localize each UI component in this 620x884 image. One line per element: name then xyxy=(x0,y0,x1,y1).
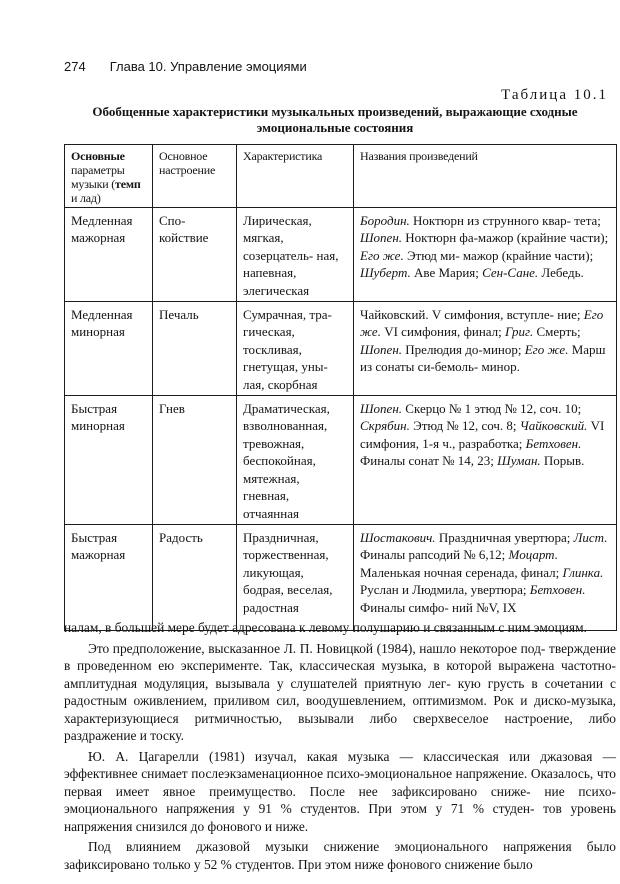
work-title: Праздничная увертюра; xyxy=(435,529,574,545)
composer-name: Бетховен. xyxy=(529,582,586,598)
work-title: Руслан и Людмила, увертюра; xyxy=(360,582,530,598)
work-title: Аве Мария; xyxy=(410,265,483,281)
cell-mood: Спо- койствие xyxy=(153,208,237,302)
composer-name: Григ. xyxy=(505,324,534,340)
work-title: Ноктюрн фа-мажор (крайние части); xyxy=(402,230,609,246)
paragraph: Ю. А. Цагарелли (1981) изучал, какая музыка — классическая или джазовая — эффективнее снимает послеэкзаменационное психо-эмоциональное напряжение. Оказалось, что первая имеет явное преимущество. После нее зафиксировано сниже- ние психо-эмоционального напряжения у 91 % студентов. При этом у 71 % студен- тов уровень напряжения снизился до фонового и ниже. xyxy=(64,748,616,834)
work-title: Финалы сонат № 14, 23; xyxy=(360,453,498,469)
table-row xyxy=(65,208,617,302)
work-title: Прелюдия до-минор; xyxy=(402,341,525,357)
work-title: Порыв. xyxy=(540,453,585,469)
cell-works xyxy=(354,524,617,630)
paragraph: налам, в большей мере будет адресована к левому полушарию и связанным с ним эмоциям. xyxy=(64,620,587,635)
cell-character: Праздничная, торжественная, ликующая, бодрая, веселая, радостная xyxy=(237,524,354,630)
cell-works xyxy=(354,396,617,525)
table-row xyxy=(65,302,617,396)
cell-params: Медленная мажорная xyxy=(65,208,153,302)
composer-name: Шуман. xyxy=(497,453,541,469)
cell-works xyxy=(354,302,617,396)
cell-character: Драматическая, взволнованная, тревожная, беспокойная, мятежная, гневная, отчаянная xyxy=(237,396,354,525)
header-character: Характеристика xyxy=(237,145,354,208)
work-title: Марш из сонаты си-бемоль- минор. xyxy=(360,341,606,375)
cell-mood: Печаль xyxy=(153,302,237,396)
work-title: Ноктюрн из струнного квар- тета; xyxy=(409,213,601,228)
running-head xyxy=(64,59,307,75)
work-title: Чайковский. V симфония, вступле- ние; xyxy=(360,307,584,323)
composer-name: Шопен. xyxy=(360,401,403,417)
body-text xyxy=(64,619,616,873)
cell-params: Быстрая мажорная xyxy=(65,524,153,630)
header-mood: Основное настроение xyxy=(153,145,237,208)
composer-name: Моцарт. xyxy=(508,547,558,563)
work-title: Финалы симфо- ний №V, IX xyxy=(360,599,517,615)
composer-name: Сен-Сане. xyxy=(482,265,539,281)
composer-name: Его же. xyxy=(360,307,604,340)
composer-name: Его же. xyxy=(524,341,569,357)
work-title: Маленькая ночная серенада, финал; xyxy=(360,564,563,580)
table-header-row xyxy=(65,145,617,208)
table-row xyxy=(65,396,617,525)
work-title: Смерть; xyxy=(533,324,581,340)
cell-mood: Гнев xyxy=(153,396,237,525)
composer-name: Шостакович. xyxy=(360,529,436,545)
work-title: Скерцо № 1 этюд № 12, соч. 10; xyxy=(402,401,582,417)
work-title: Финалы рапсодий № 6,12; xyxy=(360,547,509,563)
composer-name: Шопен. xyxy=(360,230,403,246)
work-title: Этюд № 12, соч. 8; xyxy=(409,418,520,434)
table-caption: Обобщенные характеристики музыкальных произведений, выражающие сходные эмоциональные состояния xyxy=(92,104,578,135)
composer-name: Чайковский. xyxy=(519,418,588,434)
cell-character: Лирическая, мягкая, созерцатель- ная, напевная, элегическая xyxy=(237,208,354,302)
work-title: Лебедь. xyxy=(538,265,584,281)
table-row xyxy=(65,524,617,630)
work-title: Этюд ми- мажор (крайние части); xyxy=(403,247,594,263)
music-characteristics-table xyxy=(64,144,617,631)
paragraph: Под влиянием джазовой музыки снижение эмоционального напряжения было зафиксировано только у 52 % студентов. При этом ниже фонового снижение было xyxy=(64,839,616,872)
composer-name: Скрябин. xyxy=(360,418,410,434)
table-label: Таблица 10.1 xyxy=(501,87,608,103)
page-number: 274 xyxy=(64,59,86,74)
composer-name: Бетховен. xyxy=(525,435,582,451)
composer-name: Лист. xyxy=(573,529,608,545)
composer-name: Его же. xyxy=(360,247,404,263)
composer-name: Бородин. xyxy=(360,213,410,228)
work-title: VI симфония, 1-я ч., разработка; xyxy=(360,418,605,451)
cell-params: Быстрая минорная xyxy=(65,396,153,525)
header-works: Названия произведений xyxy=(354,145,617,208)
chapter-title: Глава 10. Управление эмоциями xyxy=(109,59,307,74)
cell-character: Сумрачная, тра- гическая, тоскливая, гнетущая, уны- лая, скорбная xyxy=(237,302,354,396)
composer-name: Глинка. xyxy=(562,564,604,580)
cell-works xyxy=(354,208,617,302)
paragraph: Это предположение, высказанное Л. П. Новицкой (1984), нашло некоторое под- тверждение в проведенном ею эксперименте. Так, классическая музыка, в которой выражена частотно-амплитудная модуляция, вызывала у слушателей приятную лег- кую грусть в сочетании с радостным оживлением, приливом сил, воодушевлением, оптимизмом. Рок и диско-музыка, характеризующиеся ритмичностью, вызывали либо сверхвеселое настроение, либо раздражение и тоску. xyxy=(64,640,616,743)
work-title: VI симфония, финал; xyxy=(380,324,506,340)
composer-name: Шопен. xyxy=(360,341,403,357)
cell-mood: Радость xyxy=(153,524,237,630)
cell-params: Медленная минорная xyxy=(65,302,153,396)
composer-name: Шуберт. xyxy=(360,265,411,281)
header-params: Основные параметры музыки (темп и лад) xyxy=(65,145,153,208)
